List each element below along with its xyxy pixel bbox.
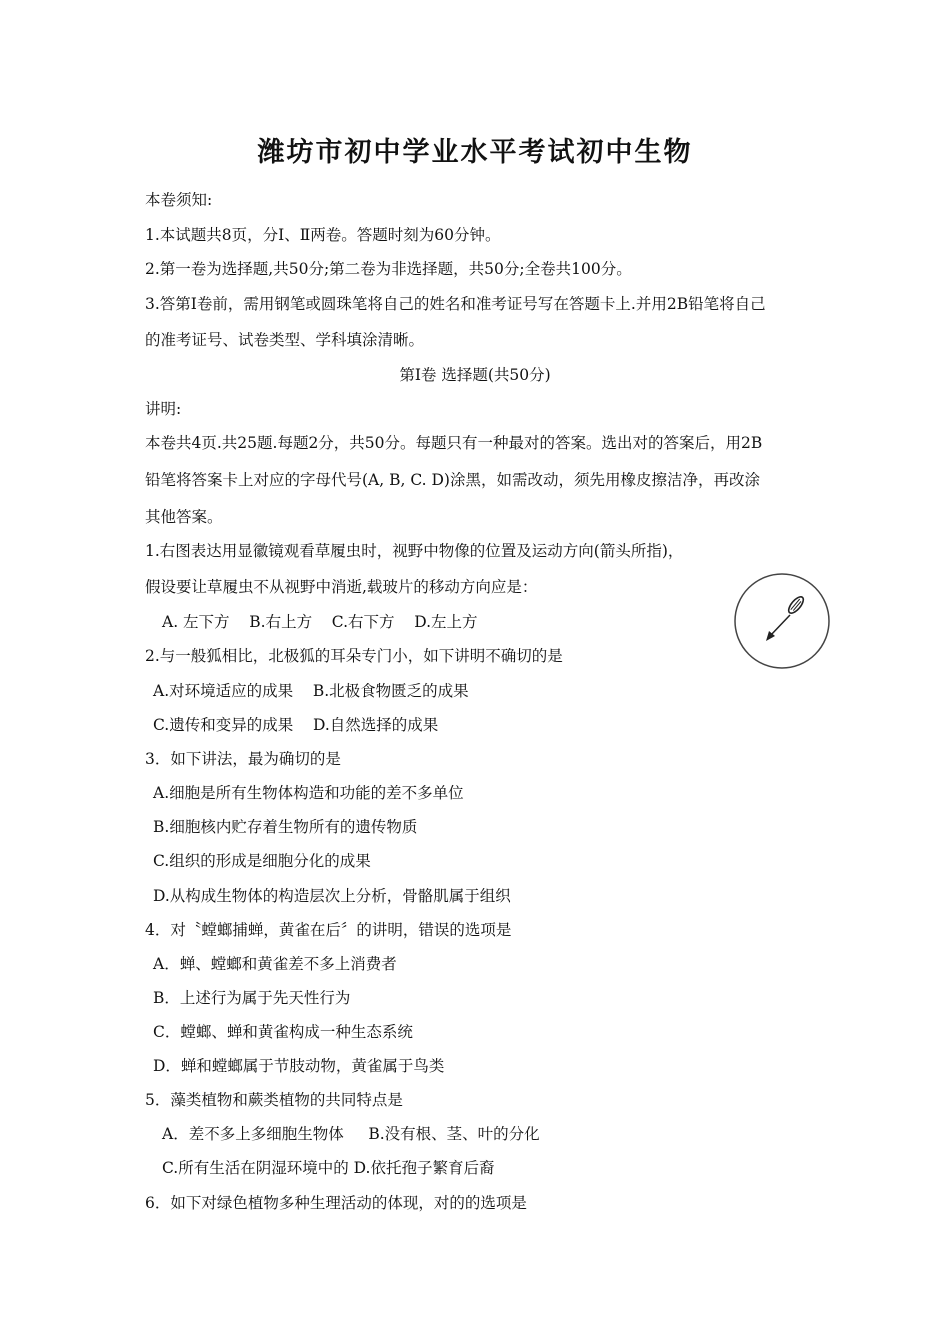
q3-option-a: A.细胞是所有生物体构造和功能的差不多单位 <box>153 784 464 802</box>
q6-stem: 6．如下对绿色植物多种生理活动的体现，对的的选项是 <box>145 1194 527 1212</box>
movement-arrow-icon <box>766 615 790 641</box>
q4-stem: 4．对〝螳螂捕蝉，黄雀在后〞的讲明，错误的选项是 <box>145 921 512 939</box>
notice-heading: 本卷须知: <box>145 191 213 209</box>
document-title: 潍坊市初中学业水平考试初中生物 <box>257 137 693 168</box>
section-title: 第Ⅰ卷 选择题(共50分) <box>399 366 551 384</box>
q4-option-b: B．上述行为属于先天性行为 <box>153 989 351 1007</box>
explain-line-3: 其他答案。 <box>145 508 223 526</box>
q3-option-b: B.细胞核内贮存着生物所有的遗传物质 <box>153 818 418 836</box>
notice-item-3-line-1: 3.答第Ⅰ卷前，需用钢笔或圆珠笔将自己的姓名和准考证号写在答题卡上.并用2B铅笔将自己 <box>145 295 766 313</box>
q4-option-d: D．蝉和螳螂属于节肢动物，黄雀属于鸟类 <box>153 1057 445 1075</box>
q5-options-cd: C.所有生活在阴湿环境中的 D.依托孢子繁育后裔 <box>162 1159 495 1177</box>
q1-stem-line-1: 1.右图表达用显徽镜观看草履虫时，视野中物像的位置及运动方向(箭头所指)， <box>145 542 684 560</box>
q5-stem: 5．藻类植物和蕨类植物的共同特点是 <box>145 1091 403 1109</box>
q4-option-a: A．蝉、螳螂和黄雀差不多上消费者 <box>153 955 397 973</box>
q4-option-c: C．螳螂、蝉和黄雀构成一种生态系统 <box>153 1023 413 1041</box>
notice-item-1: 1.本试题共8页，分Ⅰ、Ⅱ两卷。答题时刻为60分钟。 <box>145 226 501 244</box>
notice-item-2: 2.第一卷为选择题,共50分;第二卷为非选择题，共50分;全卷共100分。 <box>145 260 632 278</box>
q2-options-ab: A.对环境适应的成果 B.北极食物匮乏的成果 <box>153 682 469 700</box>
q3-stem: 3．如下讲法，最为确切的是 <box>145 750 341 768</box>
q2-options-cd: C.遗传和变异的成果 D.自然选择的成果 <box>153 716 439 734</box>
explain-heading: 讲明: <box>145 400 182 418</box>
paramecium-icon <box>786 594 806 615</box>
q3-option-c: C.组织的形成是细胞分化的成果 <box>153 852 371 870</box>
field-of-view-circle <box>735 574 829 668</box>
explain-line-1: 本卷共4页.共25题.每题2分，共50分。每题只有一种最对的答案。选出对的答案后，用2B <box>145 434 763 452</box>
explain-line-2: 铅笔将答案卡上对应的字母代号(A, B, C. D)涂黑，如需改动，须先用橡皮擦洁净，再改涂 <box>145 471 760 489</box>
q1-options: A. 左下方 B.右上方 C.右下方 D.左上方 <box>162 613 478 631</box>
q1-stem-line-2: 假设要让草履虫不从视野中消逝,载玻片的移动方向应是： <box>145 578 538 596</box>
q3-option-d: D.从构成生物体的构造层次上分析，骨骼肌属于组织 <box>153 887 511 905</box>
q5-options-ab: A．差不多上多细胞生物体 B.没有根、茎、叶的分化 <box>162 1125 540 1143</box>
notice-item-3-line-2: 的准考证号、试卷类型、学科填涂清晰。 <box>145 331 425 349</box>
q2-stem: 2.与一般狐相比，北极狐的耳朵专门小，如下讲明不确切的是 <box>145 647 563 665</box>
microscope-field-figure <box>732 565 832 677</box>
